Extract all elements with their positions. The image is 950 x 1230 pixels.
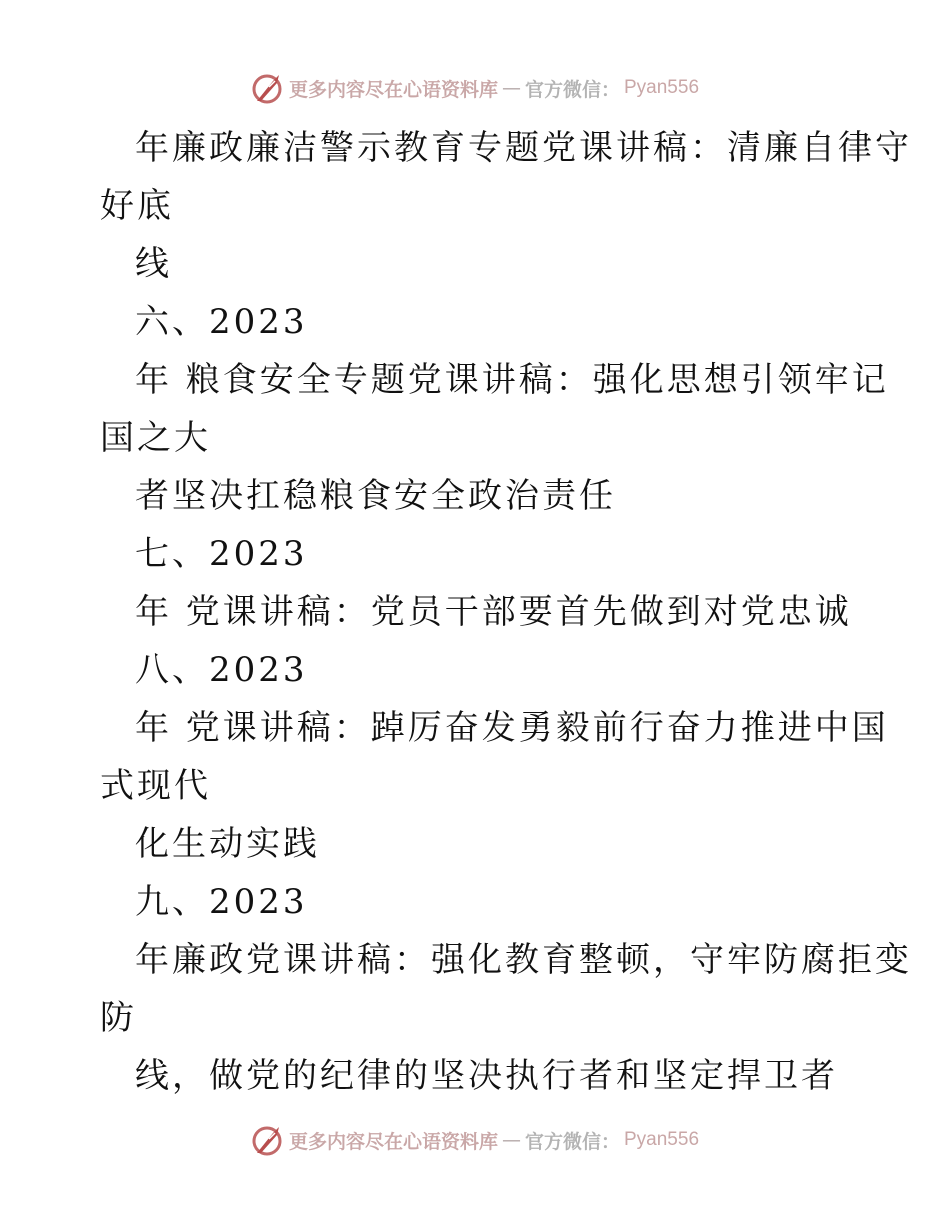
section-number: 八、2023 xyxy=(135,650,308,690)
text-line: 年 党课讲稿：踔厉奋发勇毅前行奋力推进中国 xyxy=(135,708,889,748)
text-line: 好底 xyxy=(100,186,174,226)
text-line: 年廉政廉洁警示教育专题党课讲稿：清廉自律守 xyxy=(135,128,912,168)
header-watermark xyxy=(0,70,950,106)
watermark-dash: — xyxy=(501,77,521,99)
text-line: 线 xyxy=(135,244,172,284)
watermark-label: 官方微信： xyxy=(524,78,620,101)
text-line: 化生动实践 xyxy=(135,824,320,864)
text-line: 者坚决扛稳粮食安全政治责任 xyxy=(135,476,616,516)
section-number: 七、2023 xyxy=(135,534,308,574)
watermark-dash: — xyxy=(501,1129,521,1151)
watermark-site-text: 更多内容尽在心语资料库 xyxy=(288,78,498,101)
section-number: 六、2023 xyxy=(135,302,308,342)
text-line: 式现代 xyxy=(100,766,211,806)
watermark-label: 官方微信： xyxy=(524,1130,620,1153)
text-line: 线，做党的纪律的坚决执行者和坚定捍卫者 xyxy=(135,1056,838,1096)
watermark-wechat-id: Pyan556 xyxy=(624,1129,700,1150)
footer-watermark xyxy=(0,1122,950,1158)
quill-pen-icon xyxy=(251,1123,285,1157)
text-line: 防 xyxy=(100,998,137,1038)
text-line: 国之大 xyxy=(100,418,211,458)
quill-pen-icon xyxy=(251,71,285,105)
watermark-wechat-id: Pyan556 xyxy=(624,77,700,98)
text-line: 年 粮食安全专题党课讲稿：强化思想引领牢记 xyxy=(135,360,889,400)
watermark-site-text: 更多内容尽在心语资料库 xyxy=(288,1130,498,1153)
text-line: 年 党课讲稿：党员干部要首先做到对党忠诚 xyxy=(135,592,852,632)
text-line: 年廉政党课讲稿：强化教育整顿，守牢防腐拒变 xyxy=(135,940,912,980)
section-number: 九、2023 xyxy=(135,882,308,922)
